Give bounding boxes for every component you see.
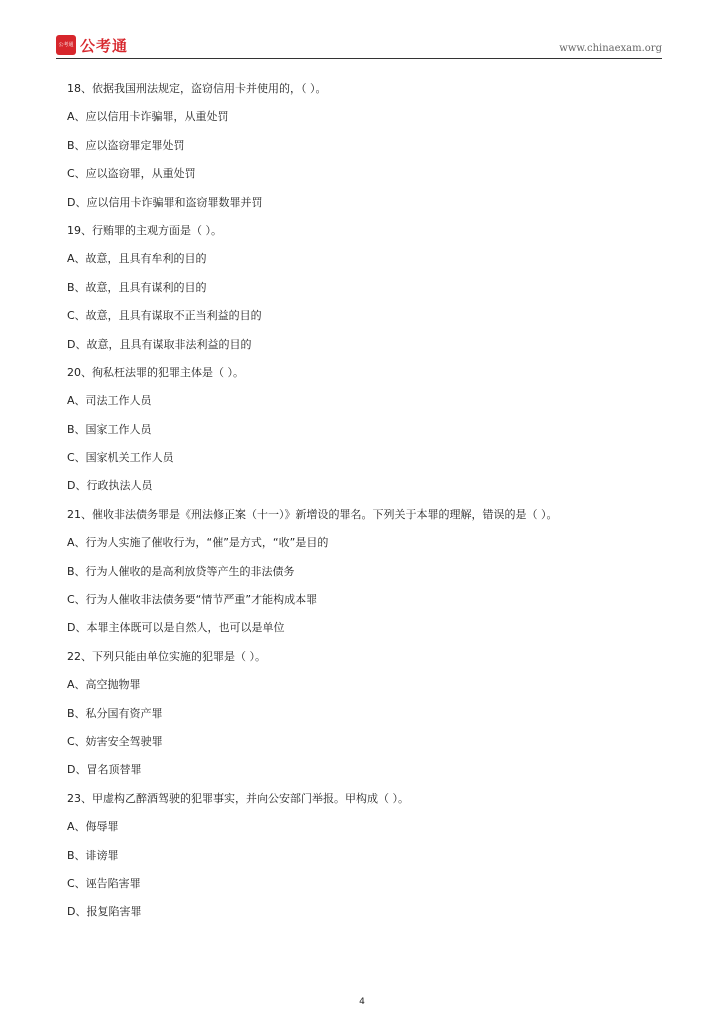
option-d: D、应以信用卡诈骗罪和盗窃罪数罪并罚 <box>67 195 263 209</box>
option-c: C、国家机关工作人员 <box>67 451 174 465</box>
option-d: D、本罪主体既可以是自然人，也可以是单位 <box>67 621 285 635</box>
option-b: B、故意，且具有谋利的目的 <box>67 280 207 294</box>
site-url[interactable]: www.chinaexam.org <box>559 43 662 54</box>
question-18 <box>67 79 707 221</box>
question-20 <box>67 363 707 505</box>
question-22 <box>67 647 707 789</box>
question-stem: 20、徇私枉法罪的犯罪主体是（ ）。 <box>67 365 244 379</box>
option-a: A、应以信用卡诈骗罪，从重处罚 <box>67 110 229 124</box>
question-list <box>67 79 707 931</box>
question-stem: 23、甲虚构乙醉酒驾驶的犯罪事实，并向公安部门举报。甲构成（ ）。 <box>67 791 409 805</box>
question-stem: 18、依据我国刑法规定，盗窃信用卡并使用的，（ ）。 <box>67 82 327 95</box>
page-number: 4 <box>359 997 365 1007</box>
option-c: C、故意，且具有谋取不正当利益的目的 <box>67 309 262 323</box>
question-21 <box>67 505 707 647</box>
header-divider <box>56 58 662 59</box>
question-stem: 19、行贿罪的主观方面是（ ）。 <box>67 223 222 237</box>
option-a: A、故意，且具有牟利的目的 <box>67 252 207 266</box>
option-a: A、高空抛物罪 <box>67 678 141 692</box>
brand-logo[interactable] <box>56 35 128 55</box>
question-stem: 22、下列只能由单位实施的犯罪是（ ）。 <box>67 649 266 663</box>
option-c: C、应以盗窃罪，从重处罚 <box>67 167 196 181</box>
option-c: C、行为人催收非法债务要“情节严重”才能构成本罪 <box>67 593 318 607</box>
page-header <box>56 33 662 59</box>
option-a: A、司法工作人员 <box>67 394 152 408</box>
option-c: C、妨害安全驾驶罪 <box>67 734 163 748</box>
option-a: A、行为人实施了催收行为，“催”是方式，“收”是目的 <box>67 536 329 550</box>
logo-badge-icon: 公考通 <box>56 35 76 55</box>
option-b: B、行为人催收的是高利放贷等产生的非法债务 <box>67 564 295 578</box>
option-b: B、私分国有资产罪 <box>67 706 163 720</box>
option-c: C、诬告陷害罪 <box>67 876 141 890</box>
question-19 <box>67 221 707 363</box>
option-d: D、冒名顶替罪 <box>67 763 142 777</box>
option-a: A、侮辱罪 <box>67 820 119 834</box>
option-d: D、报复陷害罪 <box>67 905 142 919</box>
option-b: B、国家工作人员 <box>67 422 152 436</box>
question-23 <box>67 789 707 931</box>
option-b: B、应以盗窃罪定罪处罚 <box>67 138 185 152</box>
question-stem: 21、催收非法债务罪是《刑法修正案（十一）》新增设的罪名。下列关于本罪的理解，错误的是（ ）。 <box>67 507 558 521</box>
logo-text: 公考通 <box>80 36 129 55</box>
option-b: B、诽谤罪 <box>67 848 119 862</box>
option-d: D、故意，且具有谋取非法利益的目的 <box>67 337 252 351</box>
option-d: D、行政执法人员 <box>67 479 153 493</box>
